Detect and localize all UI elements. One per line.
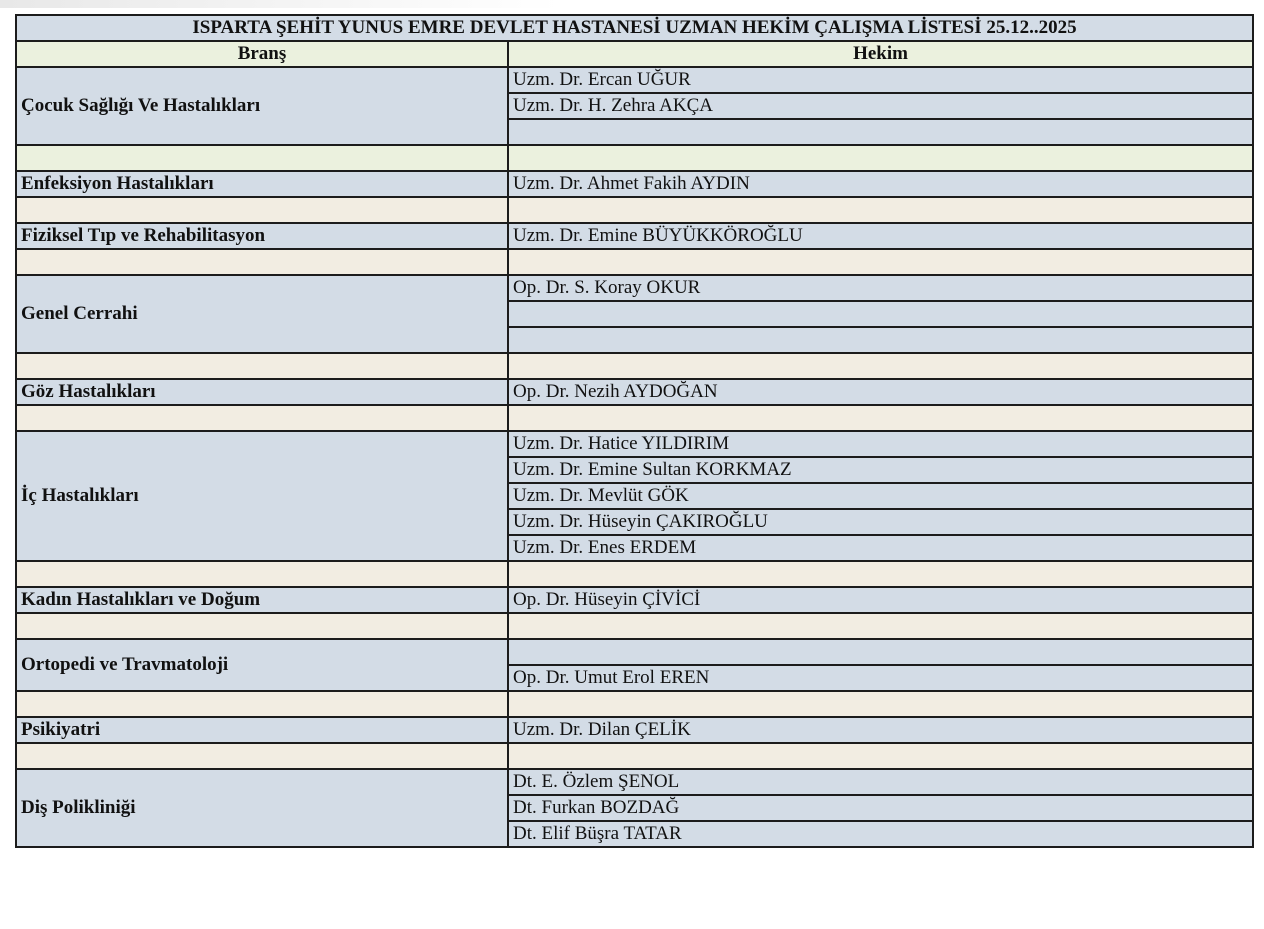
branch-cell: Diş Polikliniği <box>16 769 508 847</box>
empty-cell <box>16 613 508 639</box>
branch-cell: İç Hastalıkları <box>16 431 508 561</box>
spacer-row <box>16 145 1253 171</box>
doctor-cell: Op. Dr. S. Koray OKUR <box>508 275 1253 301</box>
spacer-row <box>16 743 1253 769</box>
doctor-cell: Uzm. Dr. H. Zehra AKÇA <box>508 93 1253 119</box>
branch-cell: Genel Cerrahi <box>16 275 508 353</box>
spacer-row <box>16 249 1253 275</box>
branch-cell: Çocuk Sağlığı Ve Hastalıkları <box>16 67 508 145</box>
empty-cell <box>16 561 508 587</box>
empty-cell <box>508 691 1253 717</box>
empty-cell <box>508 197 1253 223</box>
schedule-body <box>16 67 1253 847</box>
spacer-row <box>16 405 1253 431</box>
empty-cell <box>508 353 1253 379</box>
empty-cell <box>16 743 508 769</box>
spacer-row <box>16 197 1253 223</box>
doctor-cell <box>508 119 1253 145</box>
top-edge-shadow <box>0 0 560 8</box>
branch-cell: Fiziksel Tıp ve Rehabilitasyon <box>16 223 508 249</box>
doctor-cell: Uzm. Dr. Enes ERDEM <box>508 535 1253 561</box>
doctor-cell <box>508 639 1253 665</box>
table-row <box>16 223 1253 249</box>
doctor-column-header: Hekim <box>508 41 1253 67</box>
spacer-row <box>16 561 1253 587</box>
schedule-title: ISPARTA ŞEHİT YUNUS EMRE DEVLET HASTANESİ UZMAN HEKİM ÇALIŞMA LİSTESİ 25.12..2025 <box>16 15 1253 41</box>
doctor-cell: Uzm. Dr. Hüseyin ÇAKIROĞLU <box>508 509 1253 535</box>
table-row <box>16 587 1253 613</box>
branch-cell: Kadın Hastalıkları ve Doğum <box>16 587 508 613</box>
spacer-row <box>16 613 1253 639</box>
spacer-row <box>16 691 1253 717</box>
empty-cell <box>508 613 1253 639</box>
doctor-cell: Uzm. Dr. Ercan UĞUR <box>508 67 1253 93</box>
table-row <box>16 769 1253 795</box>
doctor-cell <box>508 327 1253 353</box>
empty-cell <box>508 145 1253 171</box>
title-row <box>16 15 1253 41</box>
empty-cell <box>508 561 1253 587</box>
doctor-cell: Uzm. Dr. Dilan ÇELİK <box>508 717 1253 743</box>
empty-cell <box>16 353 508 379</box>
empty-cell <box>508 249 1253 275</box>
empty-cell <box>16 249 508 275</box>
table-row <box>16 379 1253 405</box>
table-row <box>16 639 1253 665</box>
branch-cell: Psikiyatri <box>16 717 508 743</box>
branch-column-header: Branş <box>16 41 508 67</box>
doctor-cell: Op. Dr. Nezih AYDOĞAN <box>508 379 1253 405</box>
table-row <box>16 275 1253 301</box>
column-header-row <box>16 41 1253 67</box>
table-row <box>16 717 1253 743</box>
table-row <box>16 171 1253 197</box>
empty-cell <box>508 405 1253 431</box>
empty-cell <box>16 691 508 717</box>
empty-cell <box>16 145 508 171</box>
branch-cell: Göz Hastalıkları <box>16 379 508 405</box>
branch-cell: Ortopedi ve Travmatoloji <box>16 639 508 691</box>
branch-cell: Enfeksiyon Hastalıkları <box>16 171 508 197</box>
doctor-cell: Dt. E. Özlem ŞENOL <box>508 769 1253 795</box>
doctor-cell: Uzm. Dr. Ahmet Fakih AYDIN <box>508 171 1253 197</box>
table-row <box>16 67 1253 93</box>
doctor-cell: Uzm. Dr. Emine BÜYÜKKÖROĞLU <box>508 223 1253 249</box>
doctor-cell: Uzm. Dr. Hatice YILDIRIM <box>508 431 1253 457</box>
doctor-cell: Op. Dr. Hüseyin ÇİVİCİ <box>508 587 1253 613</box>
empty-cell <box>508 743 1253 769</box>
spacer-row <box>16 353 1253 379</box>
doctor-cell: Dt. Furkan BOZDAĞ <box>508 795 1253 821</box>
doctor-cell: Dt. Elif Büşra TATAR <box>508 821 1253 847</box>
doctor-cell: Op. Dr. Umut Erol EREN <box>508 665 1253 691</box>
table-row <box>16 431 1253 457</box>
empty-cell <box>16 405 508 431</box>
doctor-cell <box>508 301 1253 327</box>
empty-cell <box>16 197 508 223</box>
doctor-schedule-table <box>15 14 1254 848</box>
doctor-cell: Uzm. Dr. Emine Sultan KORKMAZ <box>508 457 1253 483</box>
doctor-cell: Uzm. Dr. Mevlüt GÖK <box>508 483 1253 509</box>
